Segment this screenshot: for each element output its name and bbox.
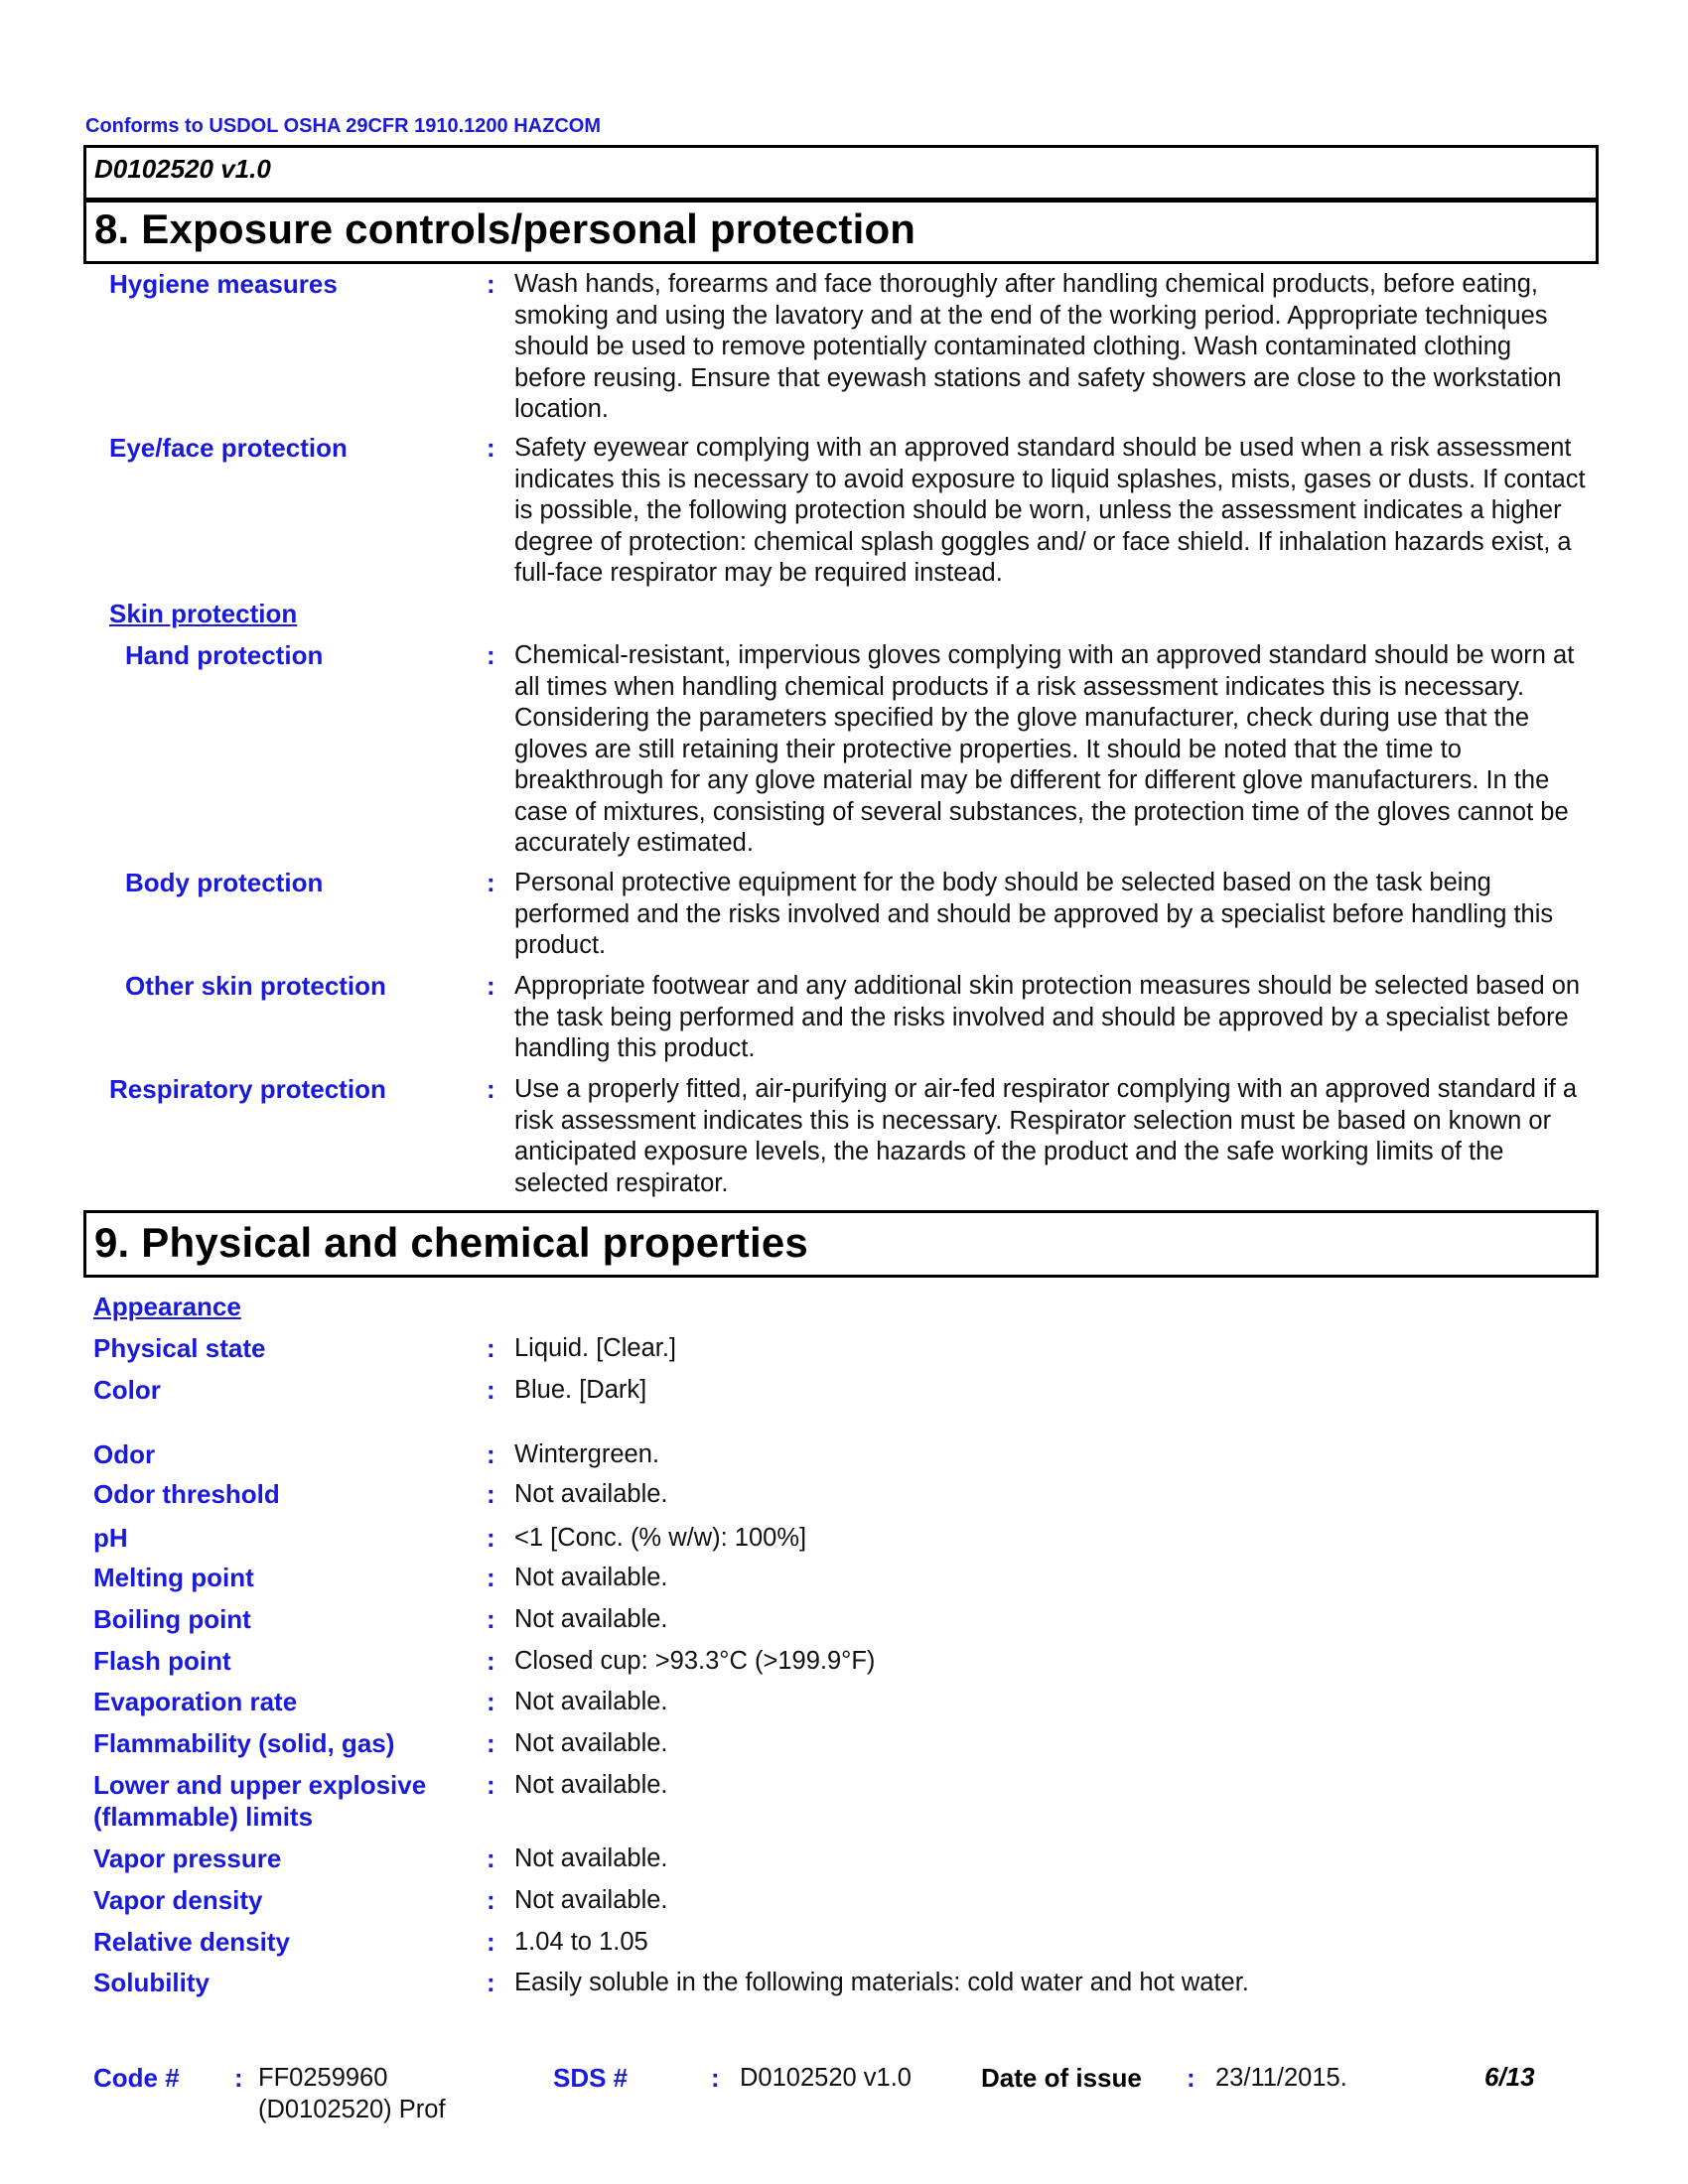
footer-sds-label: SDS #	[553, 2063, 629, 2093]
footer-sds-value: D0102520 v1.0	[740, 2064, 912, 2092]
hygiene-measures-label: Hygiene measures	[109, 269, 338, 299]
property-value: Not available.	[514, 1480, 668, 1508]
section-9-header-box	[83, 1210, 1599, 1278]
property-label: Vapor pressure	[93, 1843, 282, 1873]
property-value: Not available.	[514, 1729, 668, 1757]
property-label: Color	[93, 1375, 161, 1405]
colon: :	[487, 1375, 495, 1405]
property-value: Wintergreen.	[514, 1440, 659, 1468]
conformance-statement: Conforms to USDOL OSHA 29CFR 1910.1200 HAZCOM	[85, 115, 601, 137]
hygiene-measures-value: Wash hands, forearms and face thoroughly after handling chemical products, before eating, smoking and using the lavatory and at the end of the working period. Appropriate techniques should be used to remove potentially contaminated clothing. Wash contaminated clothing before reusing. Ensure that eyewash stations and safety showers are close to the workstation location.	[514, 270, 1562, 423]
colon: :	[487, 1968, 495, 1997]
colon: :	[487, 868, 495, 897]
footer-code-value-line2: (D0102520) Prof	[258, 2096, 446, 2123]
colon: :	[487, 1333, 495, 1363]
footer-code-label: Code #	[93, 2063, 180, 2093]
property-label: Solubility	[93, 1968, 210, 1997]
colon: :	[487, 1770, 495, 1800]
colon: :	[487, 1074, 495, 1104]
property-value: Closed cup: >93.3°C (>199.9°F)	[514, 1647, 876, 1675]
hand-protection-label: Hand protection	[125, 640, 324, 670]
section-9-title: 9. Physical and chemical properties	[94, 1219, 808, 1266]
property-label: Evaporation rate	[93, 1687, 298, 1716]
appearance-heading: Appearance	[93, 1292, 241, 1321]
colon: :	[487, 1523, 495, 1553]
colon: :	[234, 2063, 243, 2093]
section-8-title: 8. Exposure controls/personal protection	[94, 205, 916, 252]
skin-protection-heading: Skin protection	[109, 599, 298, 628]
property-label: Flash point	[93, 1646, 231, 1676]
colon: :	[487, 1439, 495, 1469]
property-value: Not available.	[514, 1844, 668, 1872]
section-8-header-box	[83, 145, 1599, 264]
footer-date-value: 23/11/2015.	[1215, 2064, 1347, 2092]
colon: :	[487, 1687, 495, 1716]
footer-date-label: Date of issue	[981, 2063, 1142, 2093]
colon: :	[487, 1728, 495, 1758]
eye-face-protection-value: Safety eyewear complying with an approved standard should be used when a risk assessment indicates this is necessary to avoid exposure to liquid splashes, mists, gases or dusts. If contact is possible, the following protection should be worn, unless the assessment indicates a higher degree of protection: chemical splash goggles and/ or face shield. If inhalation hazards exist, a full-face respirator may be required instead.	[514, 434, 1586, 587]
property-value: Blue. [Dark]	[514, 1376, 647, 1404]
hand-protection-value: Chemical-resistant, impervious gloves complying with an approved standard should be worn at all times when handling chemical products if a risk assessment indicates this is necessary. Considering the parameters specified by the glove manufacturer, check during use that the gloves are still retaining their protective properties. It should be noted that the time to breakthrough for any glove material may be different for different glove manufacturers. In the case of mixtures, consisting of several substances, the protection time of the gloves cannot be accurately estimated.	[514, 641, 1575, 857]
colon: :	[487, 1479, 495, 1509]
property-label: Odor	[93, 1439, 156, 1469]
colon: :	[487, 269, 495, 299]
property-label: Boiling point	[93, 1604, 251, 1634]
property-label: Odor threshold	[93, 1479, 280, 1509]
colon: :	[1187, 2063, 1196, 2093]
respiratory-protection-label: Respiratory protection	[109, 1074, 386, 1104]
property-value: <1 [Conc. (% w/w): 100%]	[514, 1524, 807, 1552]
colon: :	[487, 1646, 495, 1676]
property-value: Not available.	[514, 1564, 668, 1591]
property-label: Lower and upper explosive (flammable) limits	[93, 1770, 427, 1832]
property-value: Not available.	[514, 1886, 668, 1914]
property-value: Liquid. [Clear.]	[514, 1334, 677, 1362]
property-value: Not available.	[514, 1605, 668, 1633]
colon: :	[487, 433, 495, 463]
body-protection-value: Personal protective equipment for the body should be selected based on the task being performed and the risks involved and should be approved by a specialist before handling this product.	[514, 869, 1554, 959]
property-value: 1.04 to 1.05	[514, 1928, 648, 1956]
property-label: Relative density	[93, 1927, 290, 1957]
page-number: 6/13	[1484, 2062, 1535, 2092]
colon: :	[487, 640, 495, 670]
header-divider	[86, 198, 1596, 203]
colon: :	[487, 1604, 495, 1634]
colon: :	[487, 1927, 495, 1957]
property-label: Vapor density	[93, 1885, 263, 1915]
property-value: Not available.	[514, 1688, 668, 1715]
property-label: Flammability (solid, gas)	[93, 1728, 395, 1758]
colon: :	[487, 1885, 495, 1915]
property-label: Physical state	[93, 1333, 266, 1363]
property-label: Melting point	[93, 1563, 254, 1592]
colon: :	[487, 1563, 495, 1592]
property-value: Easily soluble in the following materials: cold water and hot water.	[514, 1969, 1249, 1996]
other-skin-protection-label: Other skin protection	[125, 971, 386, 1001]
body-protection-label: Body protection	[125, 868, 324, 897]
eye-face-protection-label: Eye/face protection	[109, 433, 348, 463]
property-label: pH	[93, 1523, 128, 1553]
colon: :	[711, 2063, 720, 2093]
respiratory-protection-value: Use a properly fitted, air-purifying or air-fed respirator complying with an approved standard if a risk assessment indicates this is necessary. Respirator selection must be based on known or anticipated exposure levels, the hazards of the product and the safe working limits of the selected respirator.	[514, 1075, 1578, 1197]
other-skin-protection-value: Appropriate footwear and any additional skin protection measures should be selected based on the task being performed and the risks involved and should be approved by a specialist before handling this product.	[514, 972, 1581, 1062]
colon: :	[487, 971, 495, 1001]
footer-code-value-line1: FF0259960	[258, 2064, 388, 2092]
property-value: Not available.	[514, 1771, 668, 1799]
document-id: D0102520 v1.0	[94, 154, 271, 184]
colon: :	[487, 1843, 495, 1873]
